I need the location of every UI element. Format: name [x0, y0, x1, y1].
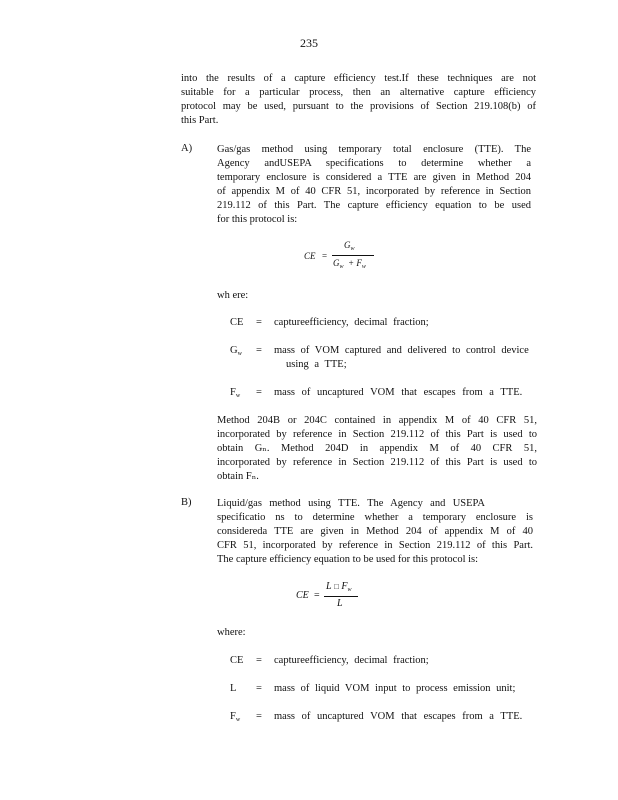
text-line: CFR 51, incorporated by reference in Section 219.112 of this Part. [217, 540, 533, 551]
section-a-paragraph [217, 143, 531, 227]
text-line: Method 204B or 204C contained in appendix M of 40 CFR 51, [217, 415, 537, 426]
text-line: 219.112 of this Part. The capture efficiency equation to be used [217, 200, 531, 211]
section-a-label: A) [181, 143, 193, 154]
equation-lhs: CE [296, 590, 309, 601]
equation-a [300, 238, 390, 278]
text-line: The capture efficiency equation to be used for this protocol is: [217, 554, 479, 565]
definition-fw: $F_w$ = mass of uncaptured VOM that escapes from a TTE. [230, 711, 523, 723]
definition-fw: $F_w$ = mass of uncaptured VOM that escapes from a TTE. [230, 387, 523, 399]
text-line: obtain Gₙ. Method 204D in appendix M of 40 CFR 51, [217, 443, 537, 454]
text-line: Gas/gas method using temporary total enclosure (TTE). The [217, 144, 531, 155]
text-line: protocol may be used, pursuant to the provisions of Section 219.108(b) of [181, 101, 536, 112]
definition-ce: CE = captureefficiency, decimal fraction; [230, 317, 429, 328]
method-paragraph [217, 414, 537, 484]
text-line: suitable for a particular process, then an alternative capture efficiency [181, 87, 536, 98]
definition-l: L = mass of liquid VOM input to process emission unit; [230, 683, 516, 694]
text-line: Liquid/gas method using TTE. The Agency and USEPA [217, 498, 485, 509]
text-line: into the results of a capture efficiency test.If these techniques are not [181, 73, 536, 84]
equation-denominator: L [337, 598, 343, 609]
text-line: specificatio ns to determine whether a temporary enclosure is [217, 512, 533, 523]
fraction-bar [324, 596, 358, 597]
text-line: temporary enclosure is considered a TTE are given in Method 204 [217, 172, 531, 183]
equation-equals: = [314, 590, 320, 601]
fraction-bar [332, 255, 374, 256]
text-line: obtain Fₙ. [217, 471, 259, 482]
equation-lhs: CE [304, 251, 316, 261]
text-line: considereda TTE are given in Method 204 of appendix M of 40 [217, 526, 533, 537]
section-b-label: B) [181, 497, 192, 508]
text-line: for this protocol is: [217, 214, 298, 225]
equation-numerator: L □ $F_w$ [326, 581, 352, 593]
definition-gw: $G_w$ = mass of VOM captured and delivered to control device using a TTE; [230, 345, 529, 370]
text-line: this Part. [181, 115, 219, 126]
page-number: 235 [300, 36, 318, 50]
equation-equals: = [322, 251, 328, 261]
equation-numerator: $G_w$ [344, 240, 355, 252]
where-label-a: wh ere: [217, 290, 249, 301]
text-line: Agency andUSEPA specifications to determine whether a [217, 158, 531, 169]
where-label-b: where: [217, 627, 246, 638]
text-line: incorporated by reference in Section 219.112 of this Part is used to [217, 429, 537, 440]
text-line: incorporated by reference in Section 219.112 of this Part is used to [217, 457, 537, 468]
intro-paragraph [181, 72, 536, 128]
definition-ce: CE = captureefficiency, decimal fraction; [230, 655, 429, 666]
section-b-paragraph [217, 497, 533, 567]
equation-denominator: $G_w + F_w$ [333, 258, 366, 270]
text-line: of appendix M of 40 CFR 51, incorporated by reference in Section [217, 186, 531, 197]
equation-b [294, 580, 374, 616]
